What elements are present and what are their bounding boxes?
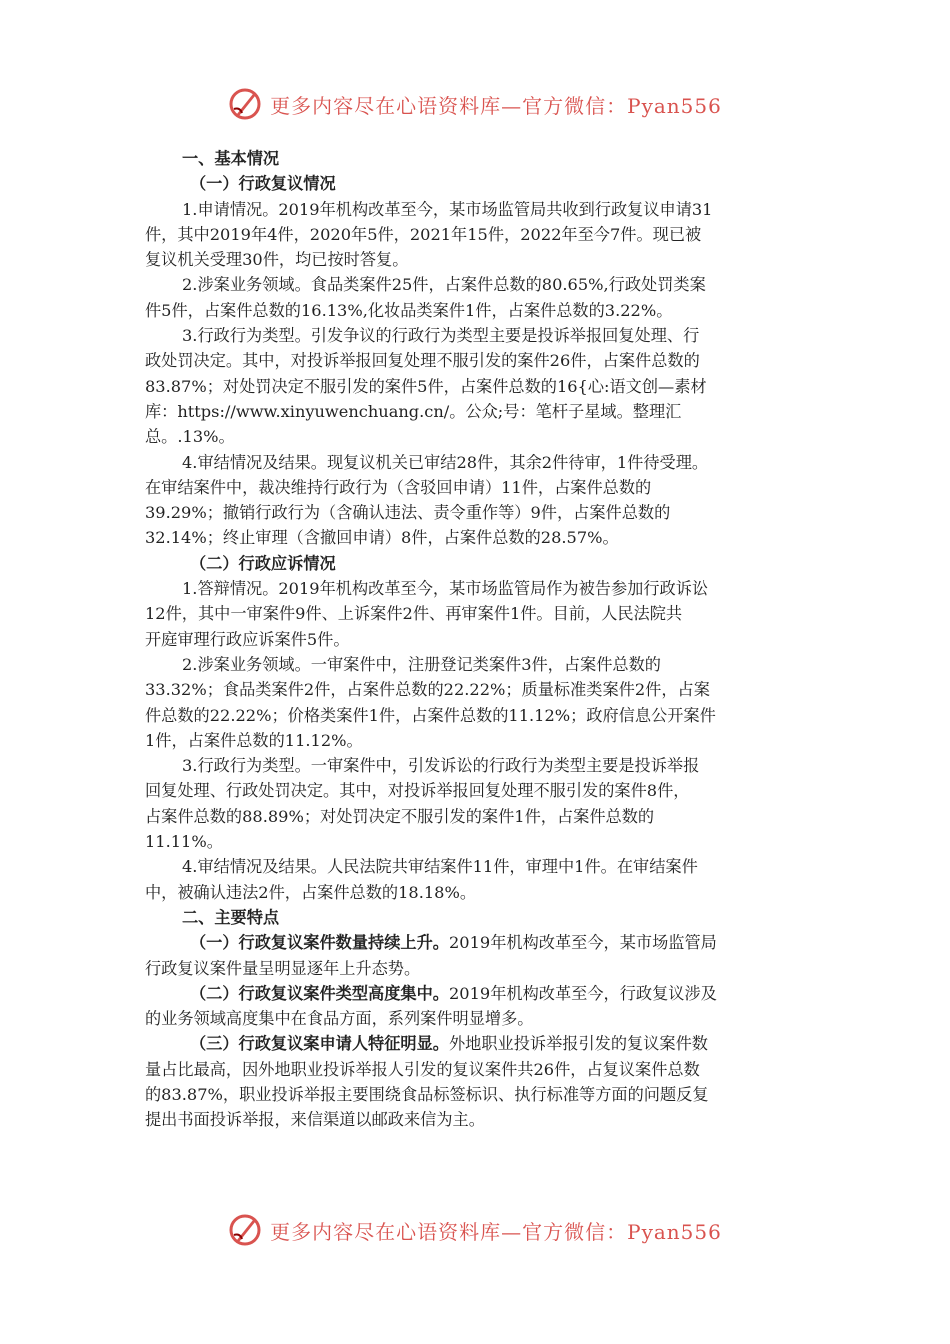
paragraph-action-type (145, 323, 807, 449)
text-line (145, 930, 807, 955)
text-line: 在审结案件中，裁决维持行政行为（含驳回申请）11件，占案件总数的 (145, 477, 652, 497)
paragraph-litigation-type (145, 753, 807, 854)
text-line: 2.涉案业务领域。食品类案件25件，占案件总数的80.65%,行政处罚类案 (182, 275, 706, 295)
document-body (145, 146, 807, 1133)
text-line: 量占比最高，因外地职业投诉举报人引发的复议案件共26件，占复议案件总数 (145, 1059, 700, 1079)
feature-2-title: （二）行政复议案件类型高度集中。 (190, 983, 449, 1003)
paragraph-feature-3 (145, 1031, 807, 1132)
heading-basic-situation: 一、基本情况 (182, 149, 280, 168)
paragraph-litigation-result (145, 854, 807, 905)
text-line: 39.29%；撤销行政行为（含确认违法、责令重作等）9件，占案件总数的 (145, 503, 671, 523)
footer-banner (0, 1210, 950, 1250)
text-line (145, 1031, 807, 1056)
text-line: 2.涉案业务领域。一审案件中，注册登记类案件3件，占案件总数的 (182, 654, 661, 674)
paragraph-business-area (145, 272, 807, 323)
subheading-admin-review: （一）行政复议情况 (190, 174, 336, 194)
text-line: 中，被确认违法2件，占案件总数的18.18%。 (145, 882, 477, 902)
text-line: 件总数的22.22%；价格类案件1件，占案件总数的11.12%；政府信息公开案件 (145, 705, 716, 725)
quill-logo-icon (228, 1213, 262, 1247)
text-line: 11.11%。 (145, 832, 223, 852)
text-line: 33.32%；食品类案件2件，占案件总数的22.22%；质量标准类案件2件，占案 (145, 680, 710, 700)
text-line: 开庭审理行政应诉案件5件。 (145, 629, 350, 649)
text-line: 1.申请情况。2019年机构改革至今，某市场监管局共收到行政复议申请31 (182, 199, 713, 219)
text-line: 行政复议案件量呈明显逐年上升态势。 (145, 958, 421, 978)
text-line: 的业务领域高度集中在食品方面，系列案件明显增多。 (145, 1009, 534, 1029)
feature-2-text: 2019年机构改革至今，行政复议涉及 (449, 983, 717, 1003)
feature-1-title: （一）行政复议案件数量持续上升。 (190, 933, 449, 953)
paragraph-litigation-area (145, 652, 807, 753)
text-line: 库：https://www.xinyuwenchuang.cn/。公众;号：笔杆子星域。整理汇 (145, 401, 682, 421)
banner-text: 更多内容尽在心语资料库—官方微信：Pyan556 (270, 93, 722, 118)
text-line: 32.14%；终止审理（含撤回申请）8件，占案件总数的28.57%。 (145, 528, 619, 548)
paragraph-feature-1 (145, 930, 807, 981)
text-line: 3.行政行为类型。一审案件中，引发诉讼的行政行为类型主要是投诉举报 (182, 756, 700, 776)
text-line: 提出书面投诉举报，来信渠道以邮政来信为主。 (145, 1110, 485, 1130)
feature-3-title: （三）行政复议案申请人特征明显。 (190, 1034, 449, 1054)
text-line: 件5件，占案件总数的16.13%,化妆品类案件1件，占案件总数的3.22%。 (145, 300, 673, 320)
text-line (145, 981, 807, 1006)
text-line: 1.答辩情况。2019年机构改革至今，某市场监管局作为被告参加行政诉讼 (182, 579, 709, 599)
text-line: 回复处理、行政处罚决定。其中，对投诉举报回复处理不服引发的案件8件， (145, 781, 690, 801)
text-line: 83.87%；对处罚决定不服引发的案件5件，占案件总数的16{心:语文创—素材 (145, 376, 707, 396)
paragraph-feature-2 (145, 981, 807, 1032)
text-line: 12件，其中一审案件9件、上诉案件2件、再审案件1件。目前，人民法院共 (145, 604, 683, 624)
text-line: 政处罚决定。其中，对投诉举报回复处理不服引发的案件26件，占案件总数的 (145, 351, 700, 371)
text-line: 件，其中2019年4件，2020年5件，2021年15件，2022年至今7件。现已被 (145, 224, 702, 244)
heading-main-features: 二、主要特点 (182, 907, 280, 927)
quill-logo-icon (228, 87, 262, 121)
paragraph-defense (145, 576, 807, 652)
text-line: 1件，占案件总数的11.12%。 (145, 730, 363, 750)
text-line: 的83.87%，职业投诉举报主要围绕食品标签标识、执行标准等方面的问题反复 (145, 1084, 709, 1104)
header-banner (0, 84, 950, 124)
feature-3-text: 外地职业投诉举报引发的复议案件数 (449, 1034, 708, 1054)
text-line: 4.审结情况及结果。人民法院共审结案件11件，审理中1件。在审结案件 (182, 857, 698, 877)
subheading-admin-litigation: （二）行政应诉情况 (190, 553, 336, 573)
text-line: 总。.13%。 (145, 427, 235, 447)
text-line: 4.审结情况及结果。现复议机关已审结28件，其余2件待审，1件待受理。 (182, 452, 709, 472)
banner-text: 更多内容尽在心语资料库—官方微信：Pyan556 (270, 1219, 722, 1244)
text-line: 复议机关受理30件，均已按时答复。 (145, 250, 409, 270)
paragraph-conclusion (145, 450, 807, 551)
feature-1-text: 2019年机构改革至今，某市场监管局 (449, 933, 717, 953)
text-line: 占案件总数的88.89%；对处罚决定不服引发的案件1件，占案件总数的 (145, 806, 655, 826)
paragraph-application (145, 197, 807, 273)
text-line: 3.行政行为类型。引发争议的行政行为类型主要是投诉举报回复处理、行 (182, 326, 700, 346)
